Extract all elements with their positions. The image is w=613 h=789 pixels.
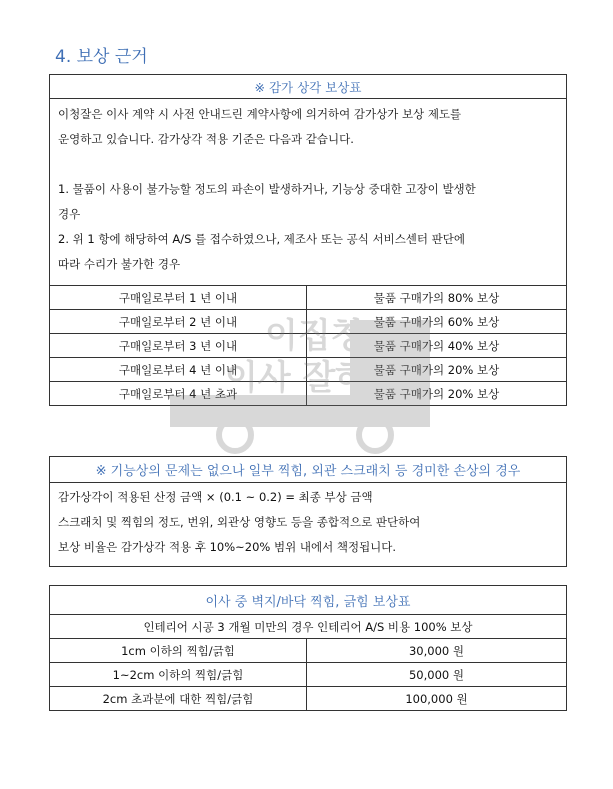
amount-cell: 100,000 원 (307, 687, 567, 711)
damage-cell: 1~2cm 이하의 찍힘/긁힘 (50, 663, 307, 687)
condition-line: 1. 물품이 사용이 불가능할 정도의 파손이 발생하거나, 기능상 중대한 고장이 발생한 (58, 182, 476, 196)
intro-line: 이청잘은 이사 계약 시 사전 안내드린 계약사항에 의거하여 감가상가 보상 제도를 (58, 107, 462, 121)
period-cell: 구매일로부터 1 년 이내 (50, 286, 307, 310)
condition-line: 따라 수리가 불가한 경우 (58, 257, 181, 271)
compensation-cell: 물품 구매가의 20% 보상 (307, 382, 567, 406)
table-row (50, 382, 567, 406)
watermark-text: 이집청년 (265, 316, 397, 356)
table-row (50, 358, 567, 382)
table-row (50, 687, 567, 711)
table-row (50, 310, 567, 334)
interior-note: 인테리어 시공 3 개월 미만의 경우 인테리어 A/S 비용 100% 보상 (50, 615, 567, 639)
table-row (50, 639, 567, 663)
table-row (50, 334, 567, 358)
compensation-cell: 물품 구매가의 40% 보상 (307, 334, 567, 358)
table-row (50, 663, 567, 687)
period-cell: 구매일로부터 2 년 이내 (50, 310, 307, 334)
damage-cell: 1cm 이하의 찍힘/긁힘 (50, 639, 307, 663)
amount-cell: 50,000 원 (307, 663, 567, 687)
period-cell: 구매일로부터 4 년 초과 (50, 382, 307, 406)
watermark-text: 이사 잘하네 (225, 358, 402, 398)
condition-line: 2. 위 1 항에 해당하여 A/S 를 접수하였으나, 제조사 또는 공식 서비스센터 판단에 (58, 232, 466, 246)
minor-damage-table (49, 456, 567, 567)
wall-floor-damage-table (49, 585, 567, 711)
minor-damage-line: 스크래치 및 찍힘의 정도, 번위, 외관상 영향도 등을 종합적으로 판단하여 (58, 515, 421, 529)
compensation-cell: 물품 구매가의 20% 보상 (307, 358, 567, 382)
depreciation-description (50, 99, 567, 286)
table-row (50, 286, 567, 310)
minor-damage-header: ※ 기능상의 문제는 없으나 일부 찍힘, 외관 스크래치 등 경미한 손상의 경우 (50, 457, 567, 483)
intro-line: 운영하고 있습니다. 감가상각 적용 기준은 다음과 같습니다. (58, 132, 354, 146)
wall-floor-header: 이사 중 벽지/바닥 찍힘, 긁힘 보상표 (50, 586, 567, 615)
depreciation-table (49, 74, 567, 406)
minor-damage-line: 감가상각이 적용된 산정 금액 × (0.1 ~ 0.2) = 최종 부상 금액 (58, 490, 373, 504)
compensation-cell: 물품 구매가의 60% 보상 (307, 310, 567, 334)
minor-damage-line: 보상 비율은 감가상각 적용 후 10%~20% 범위 내에서 책정됩니다. (58, 540, 397, 554)
compensation-cell: 물품 구매가의 80% 보상 (307, 286, 567, 310)
watermark-tag: 루키이사 (392, 413, 427, 423)
condition-line: 경우 (58, 207, 81, 221)
amount-cell: 30,000 원 (307, 639, 567, 663)
period-cell: 구매일로부터 3 년 이내 (50, 334, 307, 358)
minor-damage-description (50, 483, 567, 567)
period-cell: 구매일로부터 4 년 이내 (50, 358, 307, 382)
depreciation-table-header: ※ 감가 상각 보상표 (50, 75, 567, 99)
damage-cell: 2cm 초과분에 대한 찍힘/긁힘 (50, 687, 307, 711)
section-title: 4. 보상 근거 (55, 47, 148, 67)
